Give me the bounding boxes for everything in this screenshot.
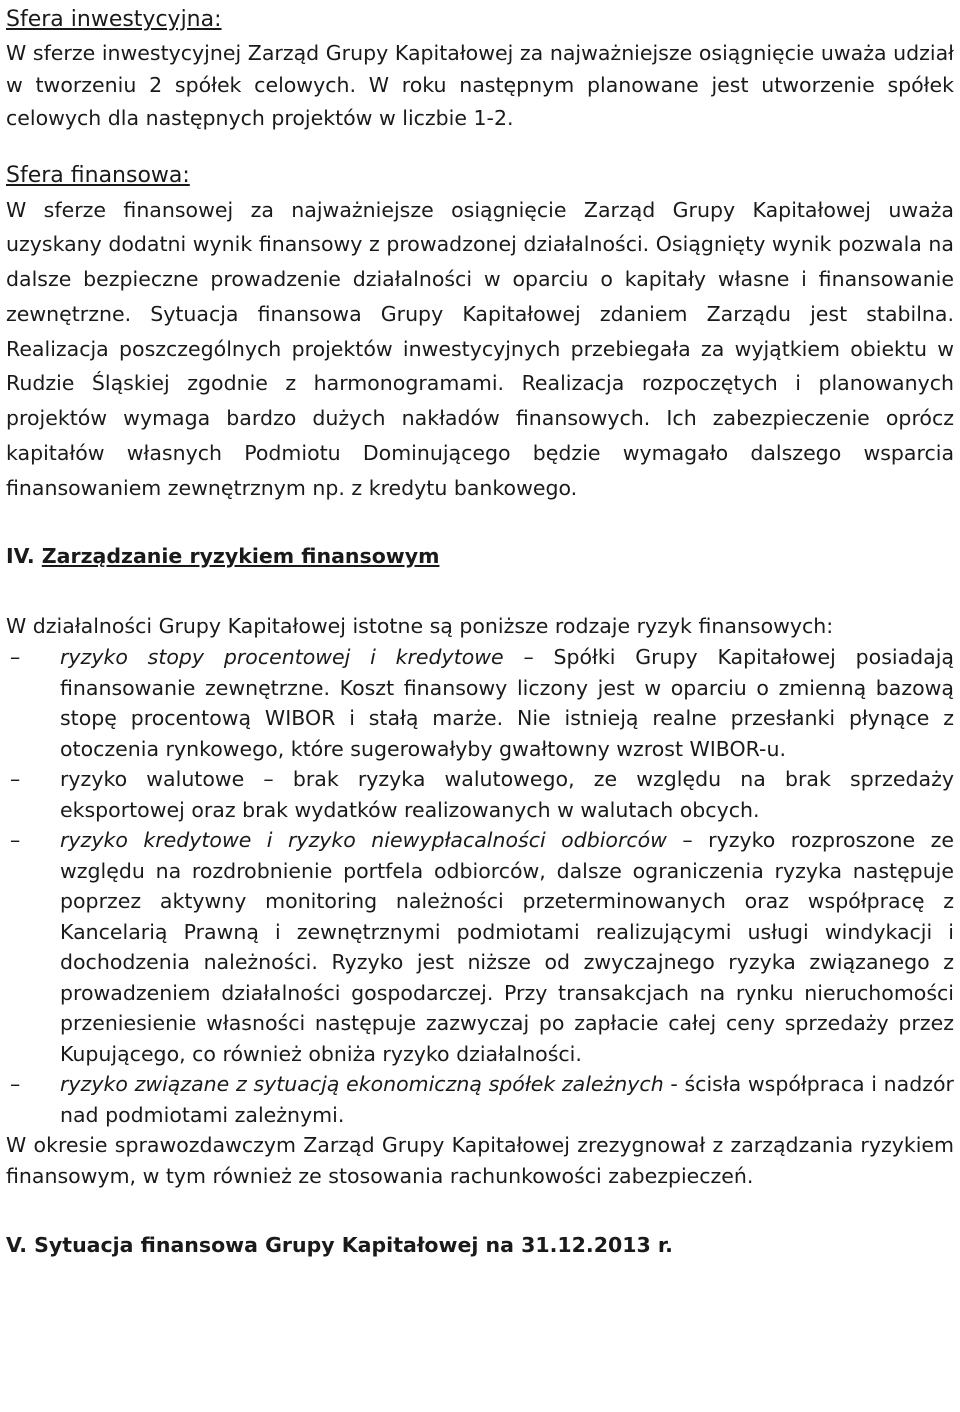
heading-sfera-finansowa: Sfera finansowa: (6, 163, 190, 188)
risk-list (6, 642, 954, 1130)
risk-term: ryzyko walutowe (60, 767, 245, 792)
risk-description: Spółki Grupy Kapitałowej posiadają finansowanie zewnętrzne. Koszt finansowy liczony jest w oparciu o zmienną bazową stopę procentową WIBOR i stałą marże. Nie istnieją realne przesłanki płynące z otoczenia rynkowego, które sugerowałyby gwałtowny wzrost WIBOR-u. (60, 645, 954, 761)
risk-description: brak ryzyka walutowego, ze względu na brak sprzedaży eksportowej oraz brak wydatków realizowanych w walutach obcych. (60, 767, 954, 822)
paragraph-sfera-finansowa: W sferze finansowej za najważniejsze osiągnięcie Zarząd Grupy Kapitałowej uważa uzyskany dodatni wynik finansowy z prowadzonej działalności. Osiągnięty wynik pozwala na dalsze bezpieczne prowadzenie działalności w oparciu o kapitały własne i finansowanie zewnętrzne. Sytuacja finansowa Grupy Kapitałowej zdaniem Zarządu jest stabilna. Realizacja poszczególnych projektów inwestycyjnych przebiegała za wyjątkiem obiektu w Rudzie Śląskiej zgodnie z harmonogramami. Realizacja rozpoczętych i planowanych projektów wymaga bardzo dużych nakładów finansowych. Ich zabezpieczenie oprócz kapitałów własnych Podmiotu Dominującego będzie wymagało dalszego wsparcia finansowaniem zewnętrznym np. z kredytu bankowego. (6, 197, 954, 500)
risk-separator: - (663, 1072, 685, 1097)
dash-bullet: – (10, 1072, 21, 1097)
risk-term: ryzyko związane z sytuacją ekonomiczną spółek zależnych (60, 1072, 664, 1097)
section-v-heading: V. Sytuacja finansowa Grupy Kapitałowej na 31.12.2013 r. (6, 1233, 673, 1258)
section-iv-title: Zarządzanie ryzykiem finansowym (41, 543, 440, 568)
section-iv-heading (6, 540, 954, 572)
list-item (6, 642, 954, 764)
dash-bullet: – (10, 828, 21, 853)
list-item (6, 1069, 954, 1130)
risk-separator: – (244, 767, 293, 792)
section-iv-intro: W działalności Grupy Kapitałowej istotne są poniższe rodzaje ryzyk finansowych: (6, 613, 834, 638)
list-item (6, 825, 954, 1069)
risk-term: ryzyko stopy procentowej i kredytowe (60, 645, 504, 670)
risk-term: ryzyko kredytowe i ryzyko niewypłacalności odbiorców (60, 828, 667, 853)
paragraph-sfera-inwestycyjna: W sferze inwestycyjnej Zarząd Grupy Kapitałowej za najważniejsze osiągnięcie uważa udział w tworzeniu 2 spółek celowych. W roku następnym planowane jest utworzenie spółek celowych dla następnych projektów w liczbie 1-2. (6, 40, 954, 130)
section-iv-closing: W okresie sprawozdawczym Zarząd Grupy Kapitałowej zrezygnował z zarządzania ryzykiem finansowym, w tym również ze stosowania rachunkowości zabezpieczeń. (6, 1133, 954, 1188)
list-item (6, 764, 954, 825)
dash-bullet: – (10, 645, 21, 670)
dash-bullet: – (10, 767, 21, 792)
risk-description: ścisła współpraca i nadzór nad podmiotami zależnymi. (60, 1072, 954, 1127)
risk-description: ryzyko rozproszone ze względu na rozdrobnienie portfela odbiorców, dalsze ograniczenia ryzyka następuje poprzez aktywny monitoring należności przeterminowanych oraz współpracę z Kancelarią Prawną i zewnętrznymi podmiotami realizującymi usługi windykacji i dochodzenia należności. Ryzyko jest niższe od zwyczajnego ryzyka związanego z prowadzeniem działalności gospodarczej. Przy transakcjach na rynku nieruchomości przeniesienie własności następuje zazwyczaj po zapłacie całej ceny sprzedaży przez Kupującego, co również obniża ryzyko działalności. (60, 828, 954, 1066)
heading-sfera-inwestycyjna: Sfera inwestycyjna: (6, 7, 222, 32)
risk-separator: – (666, 828, 709, 853)
section-iv-number: IV. (6, 543, 35, 568)
risk-separator: – (503, 645, 554, 670)
